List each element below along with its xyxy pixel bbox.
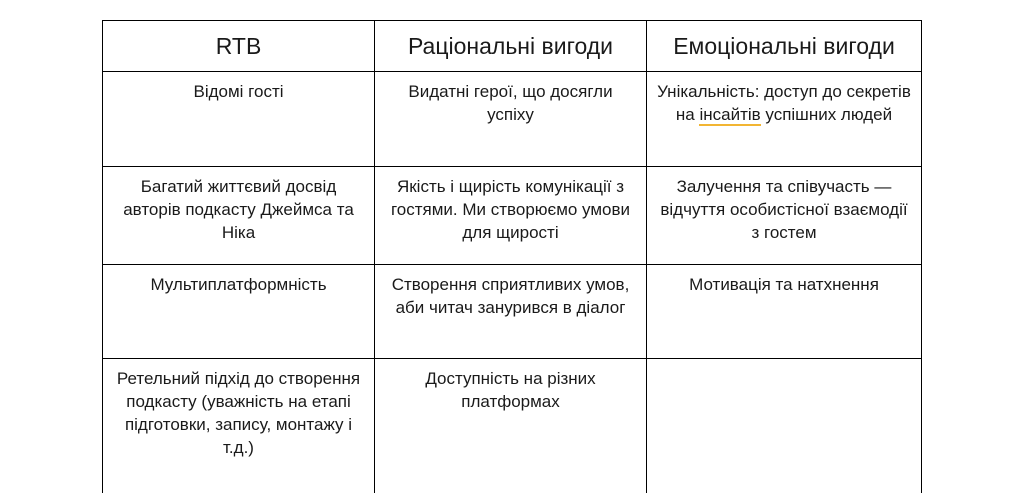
header-rtb: RTB <box>103 21 375 72</box>
header-rational-benefits: Раціональні вигоди <box>375 21 647 72</box>
cell-rtb: Мультиплатформність <box>103 265 375 359</box>
benefits-table-container <box>102 20 921 493</box>
cell-emotional: Залучення та співучасть — відчуття особистісної взаємодії з гостем <box>647 167 922 265</box>
table-header-row <box>103 21 922 72</box>
table-row <box>103 167 922 265</box>
table-row <box>103 265 922 359</box>
cell-rational: Створення сприятливих умов, аби читач занурився в діалог <box>375 265 647 359</box>
header-emotional-benefits: Емоціональні вигоди <box>647 21 922 72</box>
cell-emotional: Мотивація та натхнення <box>647 265 922 359</box>
cell-rational: Якість і щирість комунікації з гостями. Ми створюємо умови для щирості <box>375 167 647 265</box>
spellcheck-underlined-word[interactable]: інсайтів <box>699 105 761 124</box>
benefits-table <box>102 20 922 493</box>
cell-rtb: Багатий життєвий досвід авторів подкасту Джеймса та Ніка <box>103 167 375 265</box>
cell-rational: Видатні герої, що досягли успіху <box>375 72 647 167</box>
table-row <box>103 72 922 167</box>
cell-rtb: Ретельний підхід до створення подкасту (уважність на етапі підготовки, запису, монтажу і т.д.) <box>103 359 375 493</box>
cell-rational: Доступність на різних платформах <box>375 359 647 493</box>
cell-emotional-empty <box>647 359 922 493</box>
cell-emotional <box>647 72 922 167</box>
cell-emotional-text-start: Унікальність: доступ до секретів на <box>657 82 911 124</box>
table-row <box>103 359 922 493</box>
cell-rtb: Відомі гості <box>103 72 375 167</box>
cell-emotional-text-end: успішних людей <box>760 105 893 124</box>
